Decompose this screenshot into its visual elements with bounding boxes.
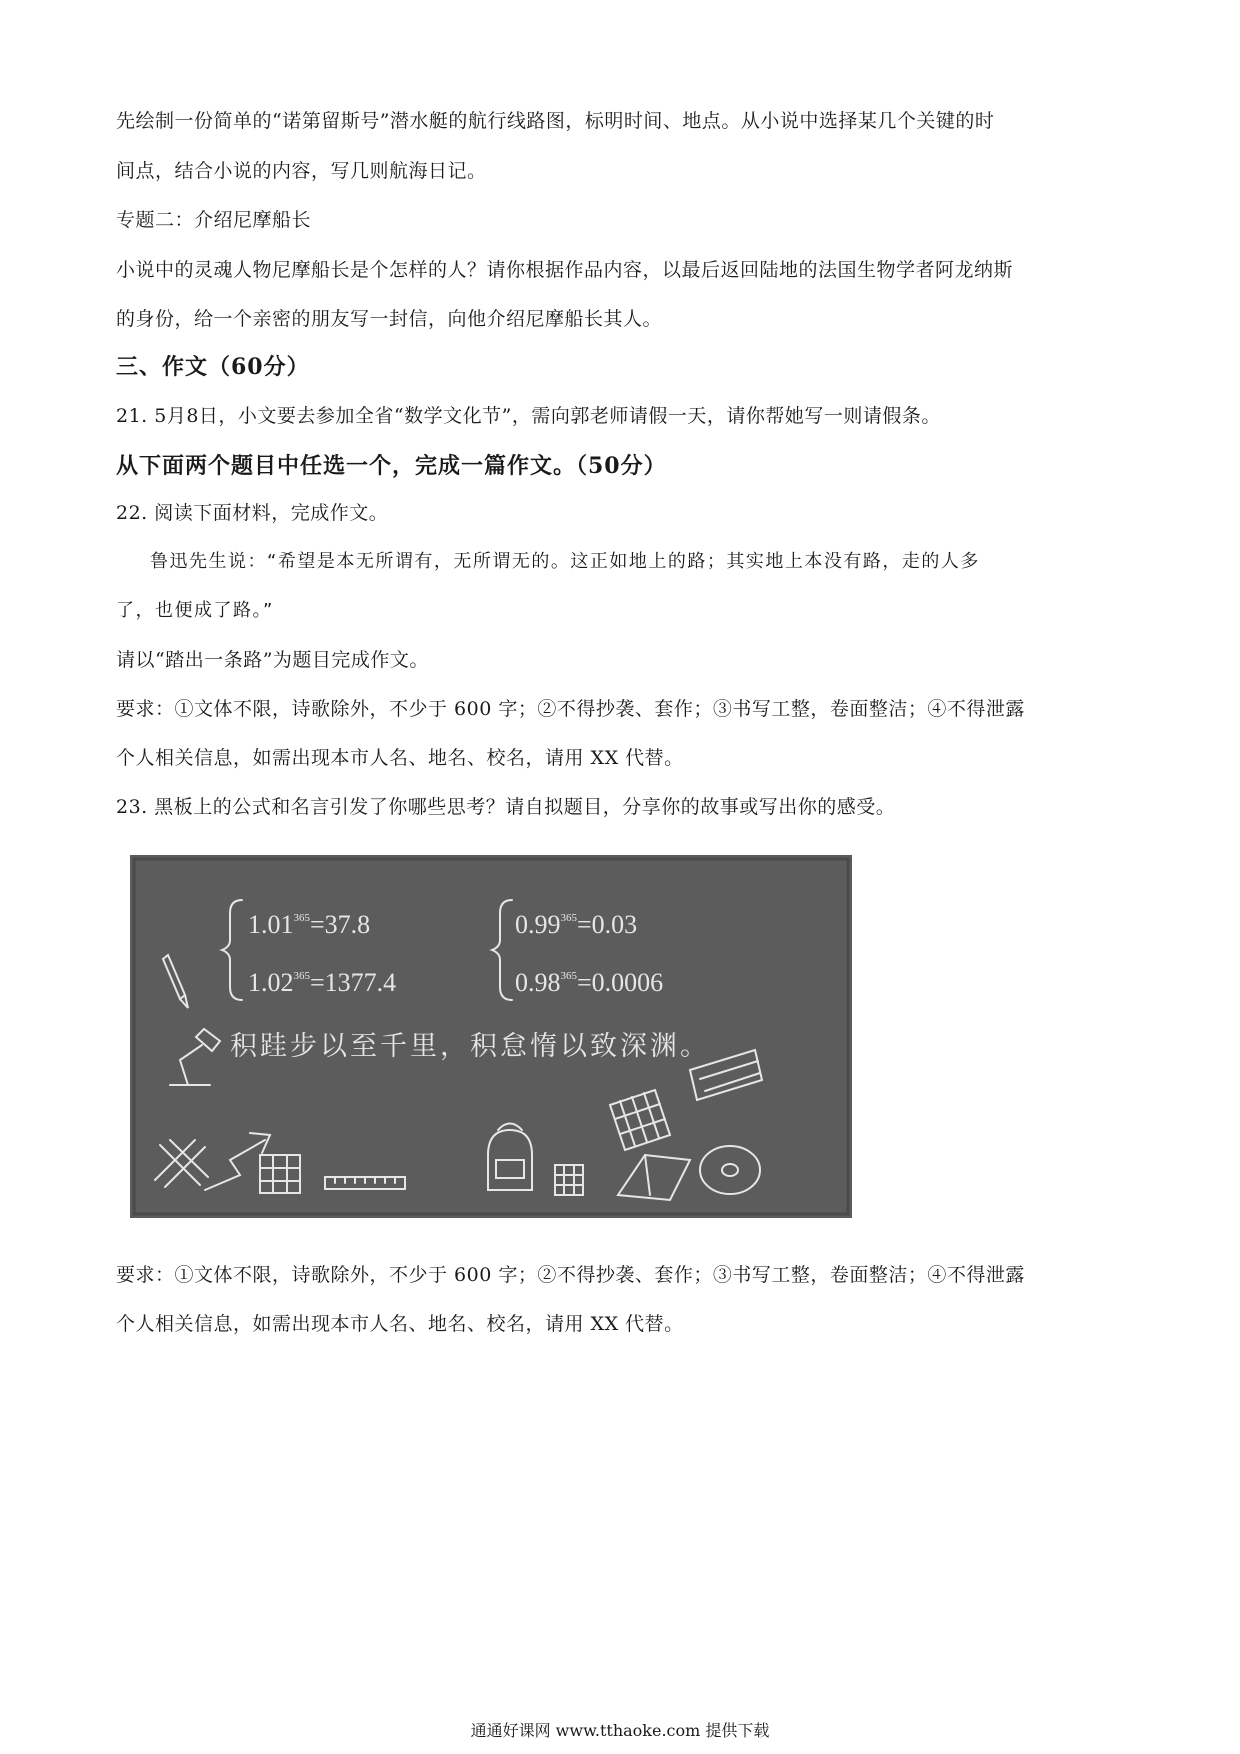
- requirements-line: 要求：①文体不限，诗歌除外，不少于 600 字；②不得抄袭、套作；③书写工整，卷面整洁；④不得泄露: [116, 1264, 1025, 1286]
- paragraph-line: 先绘制一份简单的“诺第留斯号”潜水艇的航行线路图，标明时间、地点。从小说中选择某几个关键的时: [116, 110, 995, 132]
- formula-2: $1.02^{365}=1377.4$: [248, 968, 397, 997]
- section-heading: 三、作文（60分）: [116, 354, 310, 380]
- paragraph-line: 间点，结合小说的内容，写几则航海日记。: [116, 160, 487, 182]
- question-22: 22. 阅读下面材料，完成作文。: [116, 502, 389, 524]
- paragraph-line: 小说中的灵魂人物尼摩船长是个怎样的人？请你根据作品内容，以最后返回陆地的法国生物学者阿龙纳斯: [116, 259, 1014, 281]
- requirements-line: 要求：①文体不限，诗歌除外，不少于 600 字；②不得抄袭、套作；③书写工整，卷面整洁；④不得泄露: [116, 698, 1025, 720]
- formula-3: $0.99^{365}=0.03$: [515, 910, 638, 939]
- blackboard-image: [130, 855, 852, 1218]
- choose-heading: 从下面两个题目中任选一个，完成一篇作文。（50分）: [116, 453, 667, 479]
- question-22-prompt: 请以“踏出一条路”为题目完成作文。: [116, 649, 429, 671]
- question-23: 23. 黑板上的公式和名言引发了你哪些思考？请自拟题目，分享你的故事或写出你的感受。: [116, 796, 896, 818]
- proverb: 积跬步以至千里，积怠惰以致深渊。: [230, 1031, 710, 1062]
- quote-line: 鲁迅先生说：“希望是本无所谓有，无所谓无的。这正如地上的路；其实地上本没有路，走的人多: [150, 551, 980, 572]
- footer-credit: 通通好课网 www.tthaoke.com 提供下载: [470, 1721, 770, 1740]
- quote-line: 了，也便成了路。”: [116, 600, 274, 621]
- formula-1: $1.01^{365}=37.8$: [248, 910, 371, 939]
- topic-two-title: 专题二：介绍尼摩船长: [116, 209, 312, 231]
- formula-4: $0.98^{365}=0.0006$: [515, 968, 664, 997]
- question-21: 21. 5月8日，小文要去参加全省“数学文化节”，需向郭老师请假一天，请你帮她写一则请假条。: [116, 405, 941, 427]
- paragraph-line: 的身份，给一个亲密的朋友写一封信，向他介绍尼摩船长其人。: [116, 308, 663, 330]
- requirements-line: 个人相关信息，如需出现本市人名、地名、校名，请用 XX 代替。: [116, 747, 684, 769]
- requirements-line: 个人相关信息，如需出现本市人名、地名、校名，请用 XX 代替。: [116, 1313, 684, 1335]
